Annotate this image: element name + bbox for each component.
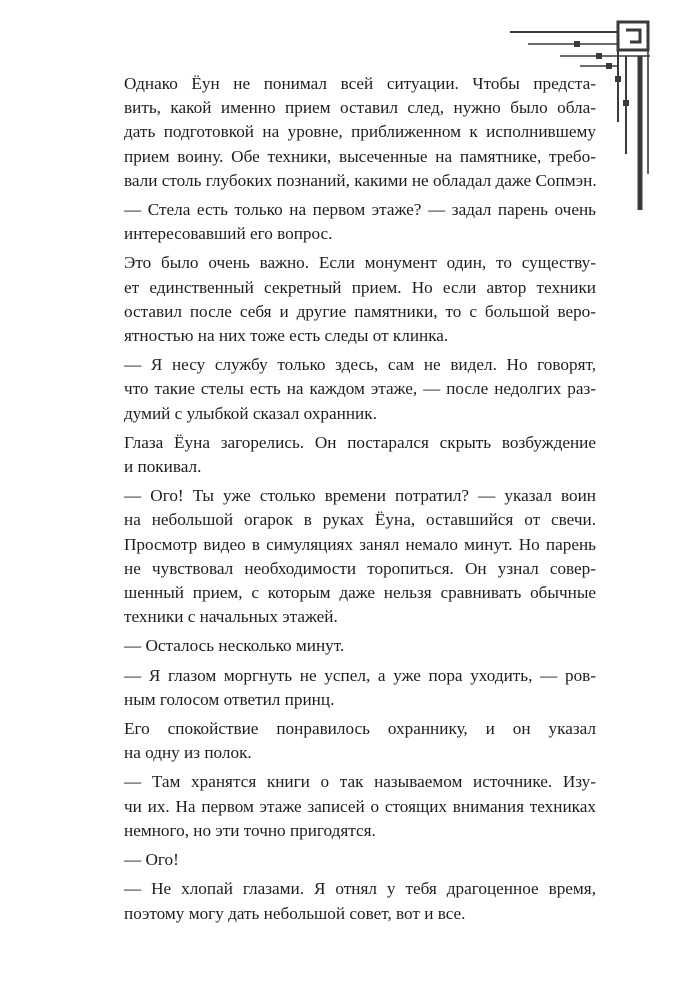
text-line: — Ого! (124, 850, 179, 870)
paragraph (84, 877, 596, 925)
paragraph (84, 634, 596, 658)
text-line: Глаза Ёуна загорелись. Он постарался скрыть возбуждение (124, 432, 596, 452)
paragraph (84, 353, 596, 426)
text-line: оставил после себя и другие памятники, то с большой веро- (124, 301, 596, 321)
text-line: — Не хлопай глазами. Я отнял у тебя драгоценное время, (124, 879, 596, 899)
paragraph (84, 770, 596, 843)
main-text (84, 72, 596, 931)
text-line: вить, какой именно прием оставил след, нужно было обла- (124, 98, 596, 118)
text-line: — Ого! Ты уже столько времени потратил? — указал воин (124, 486, 596, 506)
text-line: — Я несу службу только здесь, сам не видел. Но говорят, (124, 355, 596, 375)
text-line: техники с начальных этажей. (124, 607, 338, 627)
text-line: немного, но эти точно пригодятся. (124, 820, 376, 840)
paragraph (84, 848, 596, 872)
text-line: вали столь глубоких познаний, какими не обладал даже Сопмэн. (124, 170, 597, 190)
paragraph (84, 664, 596, 712)
text-line: что такие стелы есть на каждом этаже, — после недолгих раз- (124, 379, 596, 399)
text-line: ным голосом ответил принц. (124, 689, 335, 709)
text-line: думий с улыбкой сказал охранник. (124, 403, 377, 423)
text-line: Просмотр видео в симуляциях занял немало минут. Но парень (124, 534, 596, 554)
text-line: ятностью на них тоже есть следы от клинка. (124, 326, 449, 346)
paragraph (84, 72, 596, 193)
text-line: поэтому могу дать небольшой совет, вот и все. (124, 903, 466, 923)
text-line: Однако Ёун не понимал всей ситуации. Чтобы предста- (124, 74, 596, 93)
paragraph (84, 431, 596, 479)
text-line: Его спокойствие понравилось охраннику, и он указал (124, 719, 596, 739)
text-line: — Осталось несколько минут. (124, 636, 345, 656)
text-line: — Я глазом моргнуть не успел, а уже пора уходить, — ров- (124, 665, 596, 685)
text-line: не чувствовал необходимости торопиться. Он узнал совер- (124, 558, 596, 578)
text-line: чи их. На первом этаже записей о стоящих внимания техниках (124, 796, 596, 816)
text-line: — Стела есть только на первом этаже? — задал парень очень (124, 200, 596, 220)
text-line: ет единственный секретный прием. Но если автор техники (124, 277, 596, 297)
paragraph (84, 717, 596, 765)
text-line: — Там хранятся книги о так называемом источнике. Изу- (124, 772, 596, 792)
text-line: на одну из полок. (124, 743, 252, 763)
paragraph (84, 198, 596, 246)
paragraph (84, 251, 596, 348)
text-line: шенный прием, с которым даже нельзя сравнивать обычные (124, 583, 596, 603)
paragraph (84, 484, 596, 629)
text-line: на небольшой огарок в руках Ёуна, оставшийся от свечи. (124, 510, 596, 530)
text-line: дать подготовкой на уровне, приближенном к исполнившему (124, 122, 596, 142)
text-line: и покивал. (124, 457, 202, 477)
text-line: прием воину. Обе техники, высеченные на памятнике, требо- (124, 146, 596, 166)
text-line: Это было очень важно. Если монумент один, то существу- (124, 253, 596, 273)
text-line: интересовавший его вопрос. (124, 224, 333, 244)
